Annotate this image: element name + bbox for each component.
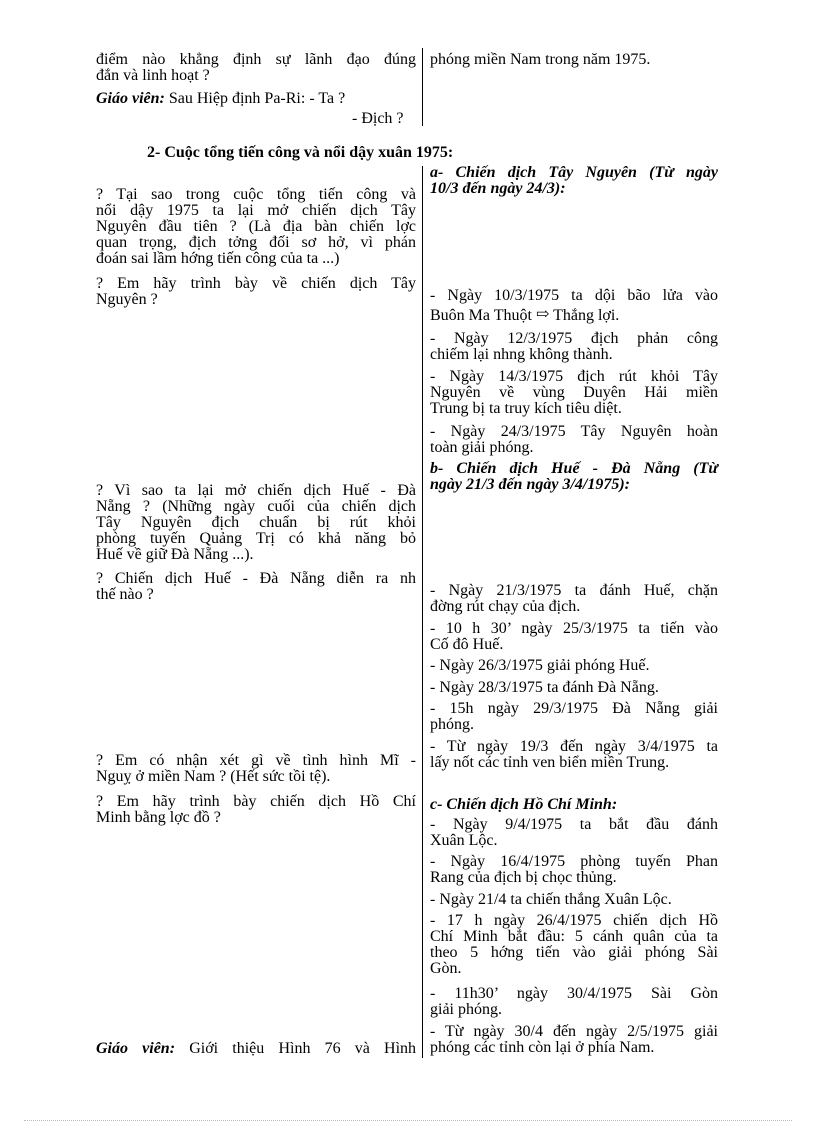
part-b-question-1-line-3: Tây Nguyên địch chuẩn bị rút khỏi	[96, 514, 416, 531]
part-a-question-1-line-2: nổi dậy 1975 ta lại mở chiến dịch Tây	[96, 202, 416, 219]
part-c-question-2-line-2: Minh bằng lợc đồ ?	[96, 809, 221, 826]
top-left-line-2: đắn và linh hoạt ?	[96, 67, 210, 84]
part-b-event-6-line-1: - Từ ngày 19/3 đến ngày 3/4/1975 ta	[430, 738, 718, 755]
part-a-event-2-line-1: - Ngày 12/3/1975 địch phản công	[430, 330, 718, 347]
page-bottom-border	[24, 1120, 792, 1121]
teacher-label: Giáo viên:	[96, 90, 165, 107]
part-b-event-2-line-1: - 10 h 30’ ngày 25/3/1975 ta tiến vào	[430, 620, 718, 637]
part-a-event-3-line-2: Nguyên về vùng Duyên Hải miền	[430, 384, 718, 401]
part-b-question-2-line-1: ? Chiến dịch Huế - Đà Nẵng diễn ra nh	[96, 570, 416, 587]
part-c-question-1-line-2: Nguỵ ở miền Nam ? (Hết sức tồi tệ).	[96, 768, 331, 785]
part-c-event-5-line-2: giải phóng.	[430, 1001, 502, 1018]
part-c-event-1-line-2: Xuân Lộc.	[430, 832, 498, 849]
part-a-event-4-line-2: toàn giải phóng.	[430, 439, 534, 456]
part-c-event-4-line-1: - 17 h ngày 26/4/1975 chiến dịch Hồ	[430, 912, 718, 929]
part-a-question-2-line-1: ? Em hãy trình bày về chiến dịch Tây	[96, 275, 416, 292]
part-a-event-1-result: Thắng lợi.	[553, 307, 620, 324]
part-b-event-5-line-1: - 15h ngày 29/3/1975 Đà Nẵng giải	[430, 700, 718, 717]
teacher-note-bottom	[96, 1041, 416, 1057]
part-c-question-2-line-1: ? Em hãy trình bày chiến dịch Hồ Chí	[96, 793, 416, 810]
part-a-event-3-line-1: - Ngày 14/3/1975 địch rút khỏi Tây	[430, 368, 718, 385]
part-b-heading-line-2: ngày 21/3 đến ngày 3/4/1975):	[430, 476, 630, 493]
teacher-line-bottom: Giới thiệu Hình 76 và Hình	[189, 1040, 417, 1057]
part-c-event-2-line-1: - Ngày 16/4/1975 phòng tuyến Phan	[430, 853, 718, 870]
part-a-event-1-line-1: - Ngày 10/3/1975 ta dội bão lửa vào	[430, 287, 718, 304]
part-b-question-2-line-2: thế nào ?	[96, 586, 154, 603]
teacher-line: Sau Hiệp định Pa-Ri: - Ta ?	[168, 90, 346, 107]
column-divider-main	[422, 166, 423, 1058]
part-b-question-1-line-1: ? Vì sao ta lại mở chiến dịch Huế - Đà	[96, 482, 416, 499]
part-b-question-1-line-4: phòng tuyến Quảng Trị có khả năng bỏ	[96, 530, 416, 547]
part-a-event-3-line-3: Trung bị ta truy kích tiêu diệt.	[430, 400, 622, 417]
part-a-event-2-line-2: chiếm lại nhng không thành.	[430, 346, 613, 363]
part-c-event-4-line-3: theo 5 hớng tiến vào giải phóng Sài	[430, 944, 718, 961]
column-divider-top	[422, 48, 423, 126]
teacher-note-top	[96, 91, 345, 107]
part-b-event-4: - Ngày 28/3/1975 ta đánh Đà Nẵng.	[430, 679, 659, 696]
part-c-event-6-line-1: - Từ ngày 30/4 đến ngày 2/5/1975 giải	[430, 1023, 718, 1040]
top-right-line: phóng miền Nam trong năm 1975.	[430, 51, 651, 68]
part-c-event-4-line-2: Chí Minh bắt đầu: 5 cánh quân của ta	[430, 928, 718, 945]
part-a-question-1-line-4: quan trọng, địch tởng đối sơ hở, vì phán	[96, 234, 416, 251]
part-c-question-1-line-1: ? Em có nhận xét gì về tình hình Mĩ -	[96, 752, 416, 769]
part-a-heading-line-2: 10/3 đến ngày 24/3):	[430, 180, 566, 197]
part-c-event-5-line-1: - 11h30’ ngày 30/4/1975 Sài Gòn	[430, 985, 718, 1002]
part-b-event-5-line-2: phóng.	[430, 716, 474, 733]
part-a-question-1-line-5: đoán sai lầm hớng tiến công của ta ...)	[96, 250, 340, 267]
part-a-heading-line-1: a- Chiến dịch Tây Nguyên (Từ ngày	[430, 164, 718, 181]
part-a-question-2-line-2: Nguyên ?	[96, 291, 158, 308]
part-b-question-1-line-5: Huế về giữ Đà Nẵng ...).	[96, 546, 254, 563]
part-a-event-4-line-1: - Ngày 24/3/1975 Tây Nguyên hoàn	[430, 423, 718, 440]
part-c-event-6-line-2: phóng các tỉnh còn lại ở phía Nam.	[430, 1039, 655, 1056]
part-b-event-1-line-1: - Ngày 21/3/1975 ta đánh Huế, chặn	[430, 582, 718, 599]
part-b-question-1-line-2: Nẵng ? (Những ngày cuối của chiến dịch	[96, 498, 416, 515]
top-left-line-1: điểm nào khẳng định sự lãnh đạo đúng	[96, 51, 416, 68]
part-a-question-1-line-3: Nguyên đầu tiên ? (Là địa bàn chiến lợc	[96, 218, 416, 235]
section-title: 2- Cuộc tổng tiến công và nổi dậy xuân 1975:	[147, 144, 454, 161]
part-b-event-2-line-2: Cố đô Huế.	[430, 636, 504, 653]
right-arrow-icon: ⇨	[535, 306, 550, 323]
part-c-event-4-line-4: Gòn.	[430, 960, 462, 977]
part-a-event-1-place: Buôn Ma Thuột	[430, 307, 532, 324]
part-c-event-3: - Ngày 21/4 ta chiến thắng Xuân Lộc.	[430, 891, 672, 908]
part-b-event-1-line-2: đờng rút chạy của địch.	[430, 598, 581, 615]
enemy-question: - Địch ?	[352, 110, 404, 127]
part-c-event-2-line-2: Rang của địch bị chọc thủng.	[430, 869, 617, 886]
part-b-heading-line-1: b- Chiến dịch Huế - Đà Nẵng (Từ	[430, 460, 718, 477]
teacher-label-bottom: Giáo viên:	[96, 1040, 176, 1057]
part-a-question-1-line-1: ? Tại sao trong cuộc tổng tiến công và	[96, 186, 416, 203]
part-b-event-6-line-2: lấy nốt các tỉnh ven biển miền Trung.	[430, 754, 670, 771]
part-c-event-1-line-1: - Ngày 9/4/1975 ta bắt đầu đánh	[430, 816, 718, 833]
part-a-event-1-line-2	[430, 308, 619, 324]
part-c-heading: c- Chiến dịch Hồ Chí Minh:	[430, 796, 618, 813]
part-b-event-3: - Ngày 26/3/1975 giải phóng Huế.	[430, 657, 650, 674]
